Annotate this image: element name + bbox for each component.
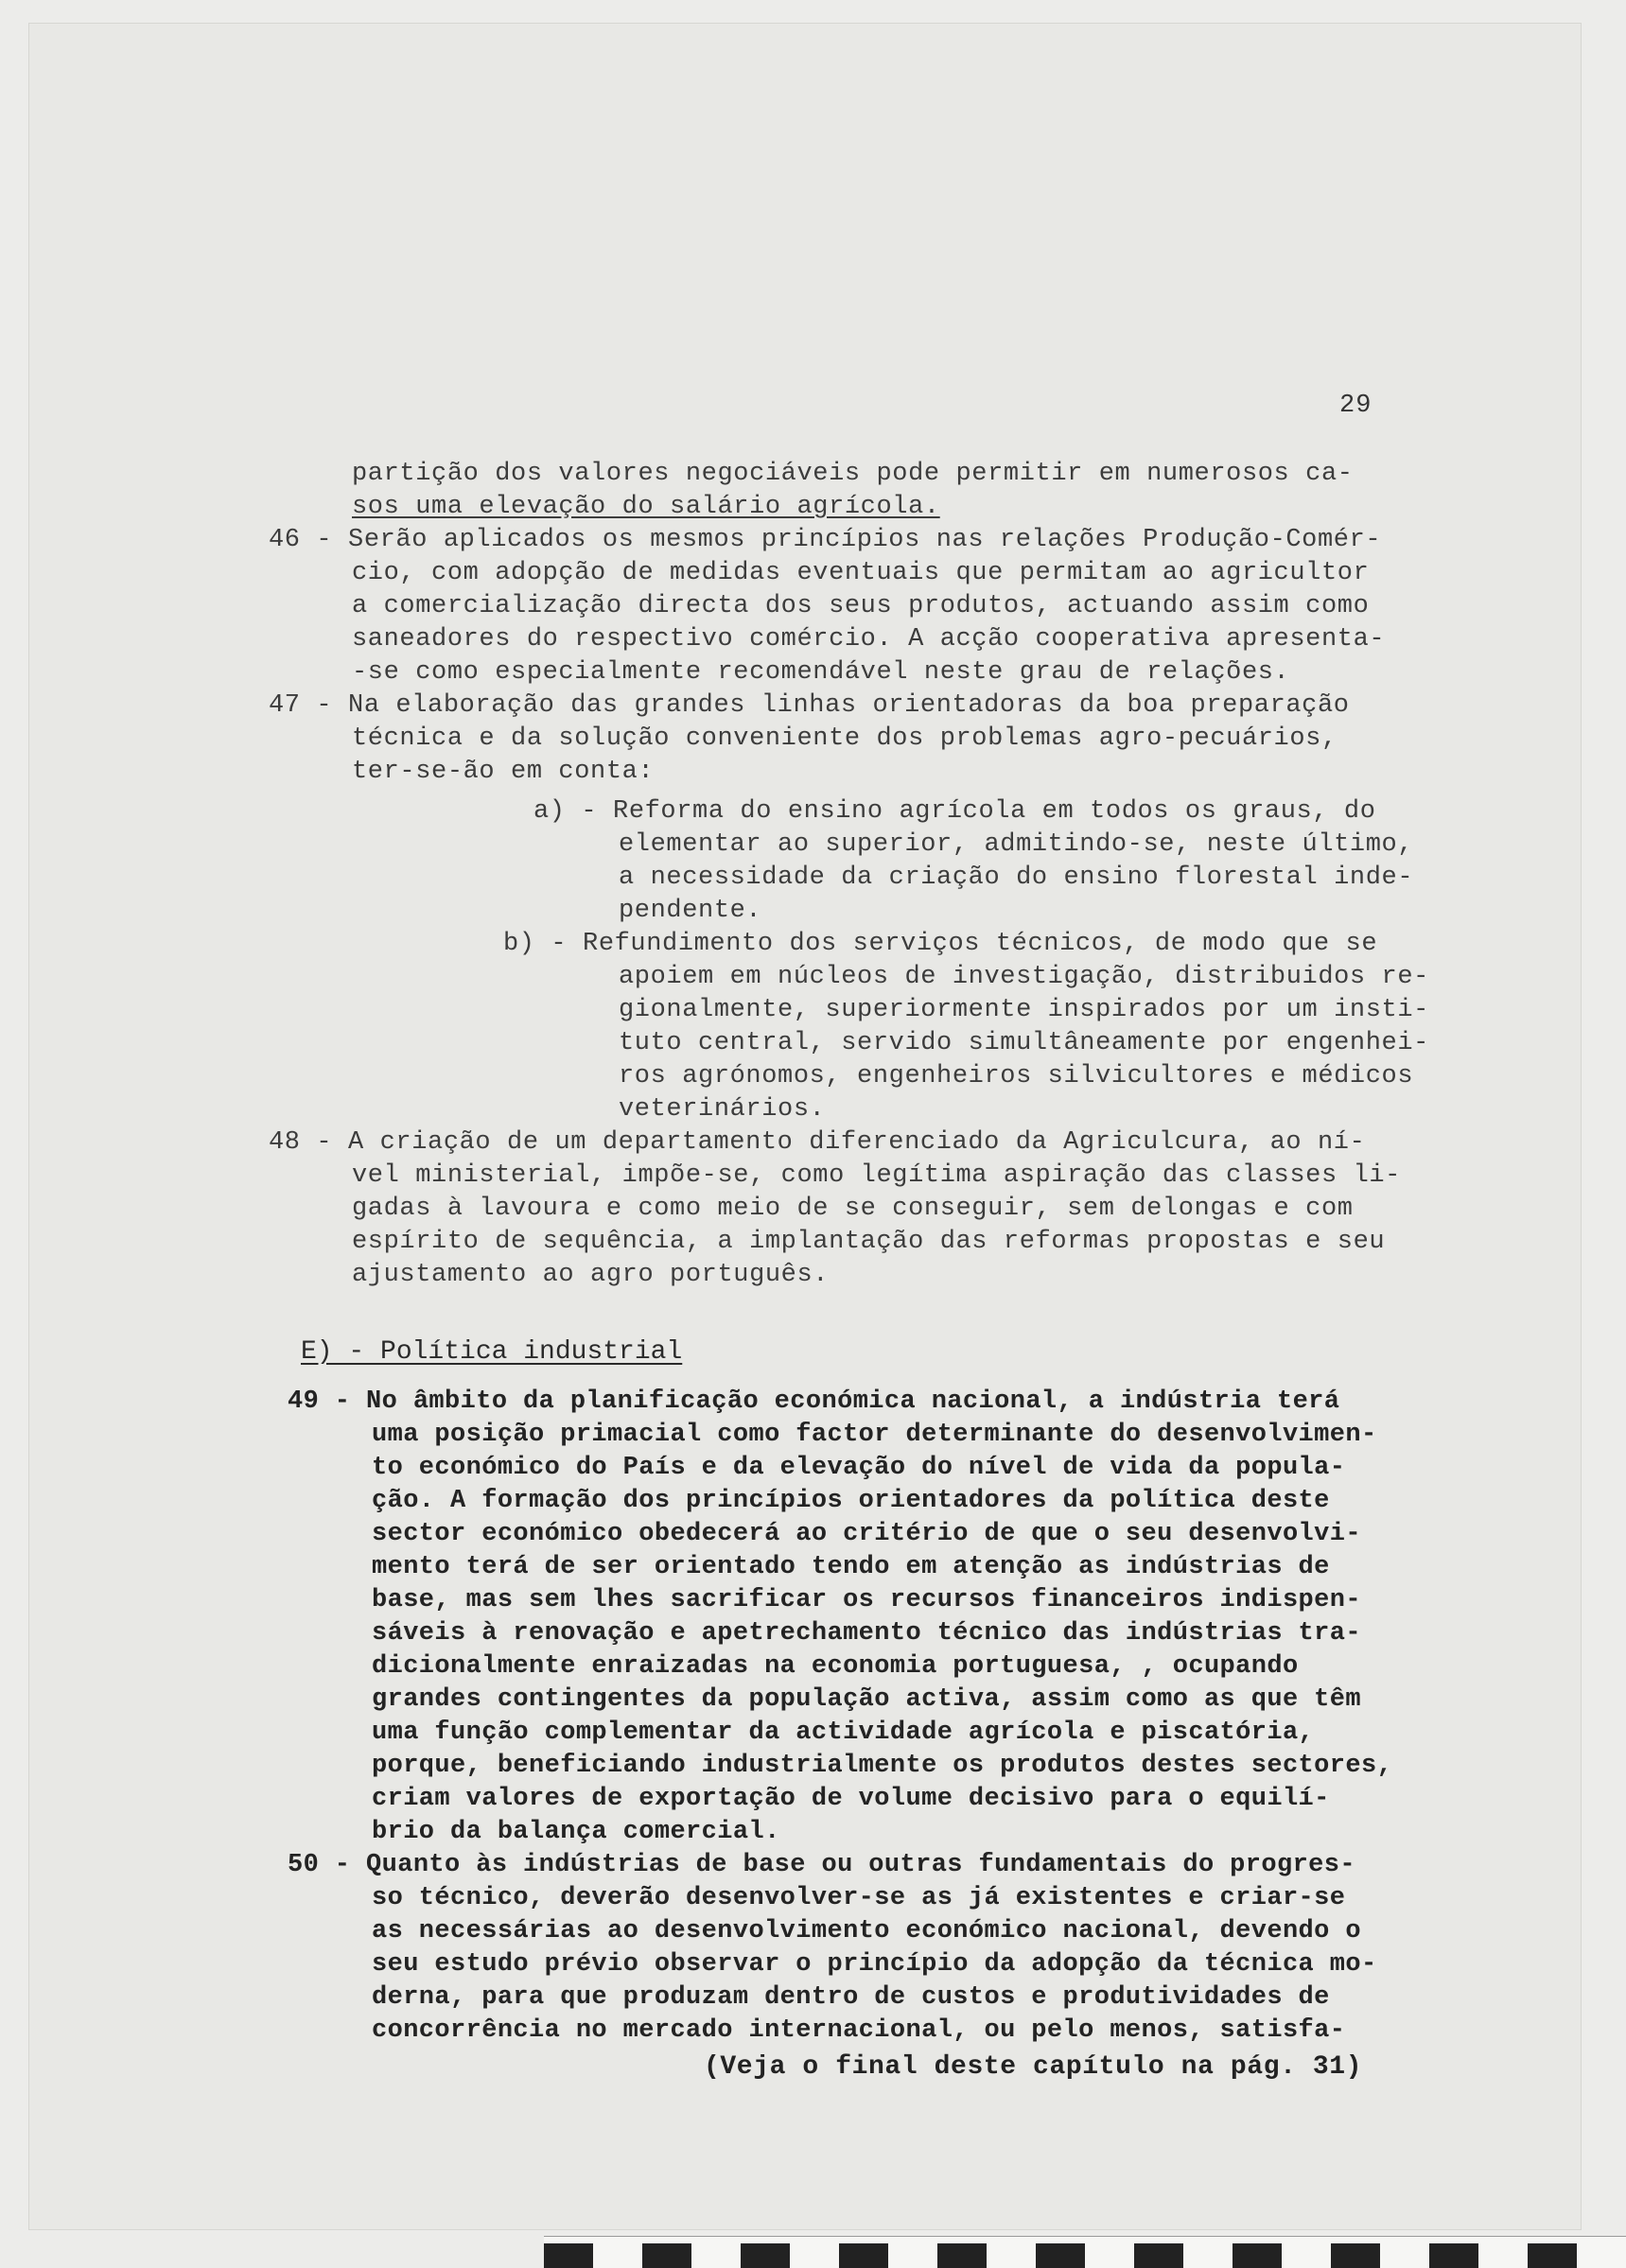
text-line: espírito de sequência, a implantação das reformas propostas e seu (352, 1228, 1386, 1256)
text-line: partição dos valores negociáveis pode permitir em numerosos ca- (352, 460, 1354, 488)
section-title: E) - Política industrial (301, 1337, 683, 1367)
text-line: elementar ao superior, admitindo-se, neste último, (619, 830, 1414, 859)
text-line: técnica e da solução conveniente dos problemas agro-pecuários, (352, 724, 1338, 753)
text-line: mento terá de ser orientado tendo em atenção as indústrias de (372, 1553, 1330, 1581)
text-line: ção. A formação dos princípios orientadores da política deste (372, 1487, 1330, 1515)
ruler-segment (1233, 2243, 1282, 2268)
page-number: 29 (1339, 392, 1372, 420)
text-line: concorrência no mercado internacional, ou pelo menos, satisfa- (372, 2016, 1346, 2045)
text-line: criam valores de exportação de volume decisivo para o equilí- (372, 1785, 1330, 1813)
text-line: -se como especialmente recomendável neste grau de relações. (352, 658, 1290, 687)
paragraph-46-line: 46 - Serão aplicados os mesmos princípios nas relações Produção-Comér- (269, 526, 1382, 554)
text-line: cio, com adopção de medidas eventuais que permitam ao agricultor (352, 559, 1370, 587)
paragraph-47-line: 47 - Na elaboração das grandes linhas orientadoras da boa preparação (269, 691, 1350, 720)
text-line: to económico do País e da elevação do nível de vida da popula- (372, 1454, 1346, 1482)
text-line: a comercialização directa dos seus produtos, actuando assim como (352, 592, 1370, 620)
text-line: tuto central, servido simultâneamente por engenhei- (619, 1029, 1429, 1057)
item-a-line: a) - Reforma do ensino agrícola em todos os graus, do (533, 797, 1376, 826)
text-line: apoiem em núcleos de investigação, distribuidos re- (619, 963, 1429, 991)
ruler-segment (544, 2243, 593, 2268)
text-line: saneadores do respectivo comércio. A acção cooperativa apresenta- (352, 625, 1386, 654)
text-line: a necessidade da criação do ensino florestal inde- (619, 864, 1414, 892)
text-line: sos uma elevação do salário agrícola. (352, 493, 940, 521)
text-line: so técnico, deverão desenvolver-se as já existentes e criar-se (372, 1884, 1346, 1912)
text-line: porque, beneficiando industrialmente os produtos destes sectores, (372, 1752, 1393, 1780)
ruler-segment (1331, 2243, 1380, 2268)
footer-note: (Veja o final deste capítulo na pág. 31) (704, 2052, 1363, 2082)
text-line: ros agrónomos, engenheiros silvicultores e médicos (619, 1062, 1414, 1090)
text-line: seu estudo prévio observar o princípio da adopção da técnica mo- (372, 1950, 1377, 1979)
text-line: derna, para que produzam dentro de custos e produtividades de (372, 1983, 1330, 2012)
ruler-segment (937, 2243, 987, 2268)
ruler-segment (839, 2243, 888, 2268)
ruler-segment (1134, 2243, 1183, 2268)
ruler-segment (1528, 2243, 1577, 2268)
text-line: as necessárias ao desenvolvimento económico nacional, devendo o (372, 1917, 1361, 1945)
text-line: veterinários. (619, 1095, 826, 1124)
text-line: vel ministerial, impõe-se, como legítima aspiração das classes li- (352, 1161, 1401, 1190)
ruler-segment (1036, 2243, 1085, 2268)
text-line: gionalmente, superiormente inspirados por um insti- (619, 996, 1429, 1024)
text-line: brio da balança comercial. (372, 1818, 780, 1846)
ruler-segment (741, 2243, 790, 2268)
paragraph-49-line: 49 - No âmbito da planificação económica nacional, a indústria terá (288, 1387, 1340, 1416)
text-line: ajustamento ao agro português. (352, 1261, 830, 1289)
paragraph-48-line: 48 - A criação de um departamento diferenciado da Agriculcura, ao ní- (269, 1128, 1366, 1157)
paragraph-50-line: 50 - Quanto às indústrias de base ou outras fundamentais do progres- (288, 1851, 1355, 1879)
text-line: uma posição primacial como factor determinante do desenvolvimen- (372, 1421, 1377, 1449)
scale-ruler (544, 2236, 1626, 2268)
ruler-segment (1429, 2243, 1478, 2268)
text-line: uma função complementar da actividade agrícola e piscatória, (372, 1718, 1315, 1747)
text-line: base, mas sem lhes sacrificar os recursos financeiros indispen- (372, 1586, 1361, 1614)
text-line: sector económico obedecerá ao critério de que o seu desenvolvi- (372, 1520, 1361, 1548)
text-line: ter-se-ão em conta: (352, 758, 655, 786)
text-line: pendente. (619, 897, 762, 925)
text-line: gadas à lavoura e como meio de se conseguir, sem delongas e com (352, 1195, 1354, 1223)
item-b-line: b) - Refundimento dos serviços técnicos, de modo que se (503, 930, 1378, 958)
text-line: sáveis à renovação e apetrechamento técnico das indústrias tra- (372, 1619, 1361, 1648)
text-line: grandes contingentes da população activa, assim como as que têm (372, 1685, 1361, 1714)
text-line: dicionalmente enraizadas na economia portuguesa, , ocupando (372, 1652, 1299, 1681)
ruler-segment (642, 2243, 691, 2268)
